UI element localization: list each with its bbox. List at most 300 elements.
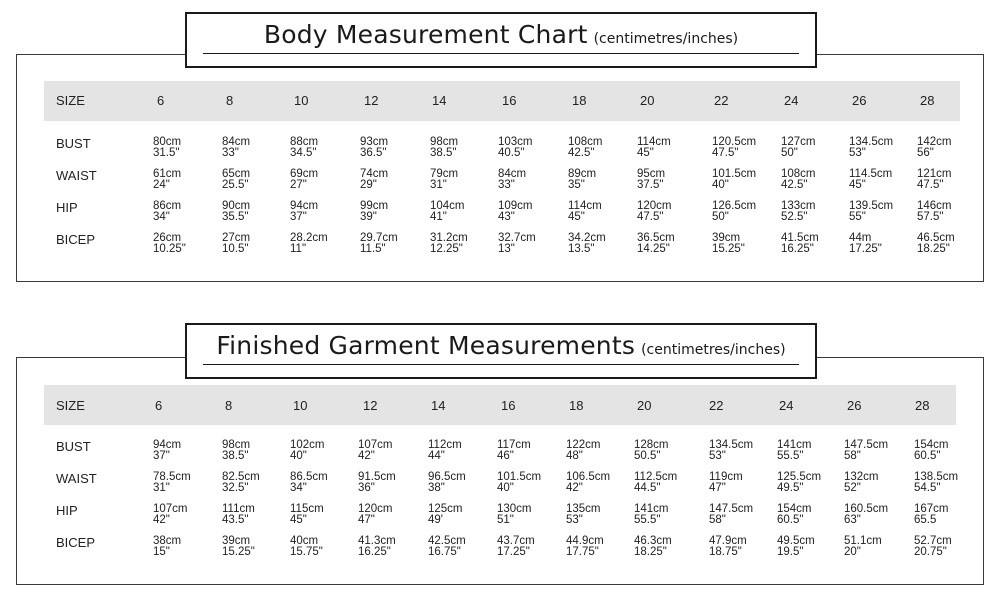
- body-measurement-cell: [568, 137, 603, 159]
- inch-value: 15": [153, 546, 170, 558]
- garment-measurement-cell: [777, 440, 812, 462]
- inch-value: 50": [781, 147, 798, 159]
- inch-value: 31.5": [153, 147, 180, 159]
- inch-value: 58": [844, 450, 861, 462]
- cm-value: 134.5cm: [849, 136, 894, 148]
- body-row-label-bust: BUST: [56, 136, 91, 151]
- garment-row-label-bicep: BICEP: [56, 535, 96, 550]
- body-measurement-cell: [498, 201, 533, 223]
- inch-value: 56": [917, 147, 934, 159]
- body-measurement-cell: [781, 137, 816, 159]
- inch-value: 14.25": [637, 243, 670, 255]
- inch-value: 34.5": [290, 147, 317, 159]
- inch-value: 18.25": [917, 243, 950, 255]
- inch-value: 25.5": [222, 179, 249, 191]
- garment-measurement-cell: [358, 440, 393, 462]
- body-measurement-cell: [360, 201, 388, 223]
- cm-value: 108cm: [568, 136, 603, 148]
- garment-chart-title-box: [185, 323, 817, 379]
- inch-value: 60.5": [777, 514, 804, 526]
- inch-value: 63": [844, 514, 861, 526]
- body-measurement-cell: [637, 137, 671, 159]
- cm-value: 84cm: [222, 136, 251, 148]
- inch-value: 16.25": [358, 546, 391, 558]
- body-measurement-cell: [360, 137, 388, 159]
- cm-value: 61cm: [153, 168, 182, 180]
- inch-value: 34": [153, 211, 170, 223]
- body-measurement-cell: [568, 201, 602, 223]
- body-measurement-cell: [498, 169, 526, 191]
- garment-measurement-cell: [428, 536, 466, 558]
- cm-value: 65cm: [222, 168, 251, 180]
- cm-value: 98cm: [222, 439, 251, 451]
- garment-measurement-cell: [777, 504, 812, 526]
- cm-value: 106.5cm: [566, 471, 611, 483]
- garment-measurement-cell: [428, 472, 466, 494]
- garment-measurement-cell: [566, 472, 610, 494]
- inch-value: 47.5": [917, 179, 944, 191]
- body-size-header: 14: [432, 93, 447, 108]
- cm-value: 84cm: [498, 168, 527, 180]
- cm-value: 49.5cm: [777, 535, 815, 547]
- cm-value: 38cm: [153, 535, 182, 547]
- cm-value: 107cm: [153, 503, 188, 515]
- cm-value: 46.5cm: [917, 232, 955, 244]
- cm-value: 125cm: [428, 503, 463, 515]
- garment-measurement-cell: [844, 504, 888, 526]
- cm-value: 32.7cm: [498, 232, 536, 244]
- inch-value: 17.25": [849, 243, 882, 255]
- cm-value: 142cm: [917, 136, 952, 148]
- body-measurement-cell: [781, 201, 816, 223]
- body-size-header: 10: [294, 93, 309, 108]
- garment-measurement-cell: [914, 504, 949, 526]
- garment-measurement-cell: [358, 472, 396, 494]
- inch-value: 40": [712, 179, 729, 191]
- inch-value: 33": [222, 147, 239, 159]
- garment-size-header: 8: [225, 398, 233, 413]
- cm-value: 114.5cm: [849, 168, 893, 180]
- garment-measurement-cell: [566, 536, 604, 558]
- garment-measurement-cell: [222, 440, 250, 462]
- cm-value: 94cm: [153, 439, 182, 451]
- inch-value: 44": [428, 450, 445, 462]
- cm-value: 122cm: [566, 439, 601, 451]
- body-measurement-cell: [430, 137, 458, 159]
- garment-measurement-cell: [358, 536, 396, 558]
- cm-value: 111cm: [222, 503, 255, 515]
- inch-value: 40.5": [498, 147, 525, 159]
- inch-value: 33": [498, 179, 515, 191]
- garment-measurement-cell: [497, 504, 532, 526]
- inch-value: 12.25": [430, 243, 463, 255]
- body-measurement-cell: [917, 137, 952, 159]
- body-measurement-cell: [430, 169, 458, 191]
- inch-value: 46": [497, 450, 514, 462]
- cm-value: 90cm: [222, 200, 251, 212]
- inch-value: 36": [358, 482, 375, 494]
- cm-value: 78.5cm: [153, 471, 191, 483]
- body-size-header: 6: [157, 93, 165, 108]
- body-measurement-cell: [849, 233, 882, 255]
- cm-value: 109cm: [498, 200, 533, 212]
- body-measurement-cell: [849, 201, 893, 223]
- body-measurement-cell: [712, 201, 756, 223]
- inch-value: 51": [497, 514, 514, 526]
- cm-value: 103cm: [498, 136, 533, 148]
- cm-value: 141cm: [634, 503, 669, 515]
- body-measurement-cell: [568, 169, 596, 191]
- inch-value: 18.25": [634, 546, 667, 558]
- garment-size-header: 28: [915, 398, 930, 413]
- body-row-label-hip: HIP: [56, 200, 78, 215]
- body-measurement-cell: [222, 169, 250, 191]
- inch-value: 32.5": [222, 482, 249, 494]
- inch-value: 49': [428, 514, 443, 526]
- body-measurement-cell: [222, 233, 250, 255]
- garment-measurement-cell: [428, 440, 462, 462]
- inch-value: 36.5": [360, 147, 387, 159]
- garment-measurement-cell: [222, 536, 255, 558]
- garment-size-header: 10: [293, 398, 308, 413]
- cm-value: 88cm: [290, 136, 319, 148]
- body-measurement-cell: [153, 137, 181, 159]
- body-size-header: 22: [714, 93, 729, 108]
- body-size-header: 20: [640, 93, 655, 108]
- cm-value: 130cm: [497, 503, 532, 515]
- cm-value: 104cm: [430, 200, 465, 212]
- cm-value: 79cm: [430, 168, 459, 180]
- inch-value: 42.5": [568, 147, 595, 159]
- inch-value: 47.5": [637, 211, 664, 223]
- cm-value: 44.9cm: [566, 535, 604, 547]
- inch-value: 42": [566, 482, 583, 494]
- cm-value: 89cm: [568, 168, 597, 180]
- cm-value: 93cm: [360, 136, 389, 148]
- inch-value: 31": [153, 482, 170, 494]
- cm-value: 86.5cm: [290, 471, 328, 483]
- cm-value: 147.5cm: [844, 439, 889, 451]
- garment-row-label-waist: WAIST: [56, 471, 97, 486]
- inch-value: 45": [637, 147, 654, 159]
- garment-measurement-cell: [709, 472, 743, 494]
- inch-value: 49.5": [777, 482, 804, 494]
- body-measurement-cell: [917, 169, 952, 191]
- cm-value: 39cm: [712, 232, 741, 244]
- cm-value: 138.5cm: [914, 471, 959, 483]
- garment-measurement-cell: [222, 472, 260, 494]
- inch-value: 31": [430, 179, 447, 191]
- inch-value: 52": [844, 482, 861, 494]
- cm-value: 160.5cm: [844, 503, 889, 515]
- body-measurement-cell: [498, 137, 533, 159]
- body-measurement-cell: [153, 169, 181, 191]
- cm-value: 114cm: [637, 136, 671, 148]
- garment-measurement-cell: [290, 504, 324, 526]
- cm-value: 119cm: [709, 471, 743, 483]
- cm-value: 41.5cm: [781, 232, 819, 244]
- cm-value: 95cm: [637, 168, 666, 180]
- inch-value: 60.5": [914, 450, 941, 462]
- garment-measurement-cell: [358, 504, 393, 526]
- inch-value: 39": [360, 211, 377, 223]
- body-size-header: 26: [852, 93, 867, 108]
- cm-value: 132cm: [844, 471, 879, 483]
- cm-value: 167cm: [914, 503, 949, 515]
- garment-measurement-cell: [777, 536, 815, 558]
- garment-size-header: 20: [637, 398, 652, 413]
- inch-value: 24": [153, 179, 170, 191]
- body-measurement-cell: [153, 233, 186, 255]
- cm-value: 135cm: [566, 503, 601, 515]
- garment-measurement-cell: [777, 472, 821, 494]
- cm-value: 98cm: [430, 136, 459, 148]
- inch-value: 38": [428, 482, 445, 494]
- inch-value: 29": [360, 179, 377, 191]
- body-chart-units: (centimetres/inches): [593, 31, 739, 47]
- body-size-label: SIZE: [56, 93, 85, 108]
- cm-value: 91.5cm: [358, 471, 396, 483]
- inch-value: 10.5": [222, 243, 249, 255]
- body-measurement-cell: [222, 137, 250, 159]
- cm-value: 29.7cm: [360, 232, 398, 244]
- inch-value: 17.75": [566, 546, 599, 558]
- inch-value: 13": [498, 243, 515, 255]
- inch-value: 43.5": [222, 514, 249, 526]
- inch-value: 35": [568, 179, 585, 191]
- cm-value: 101.5cm: [497, 471, 542, 483]
- cm-value: 120cm: [358, 503, 393, 515]
- cm-value: 46.3cm: [634, 535, 672, 547]
- inch-value: 43": [498, 211, 515, 223]
- inch-value: 55": [849, 211, 866, 223]
- body-measurement-cell: [849, 137, 893, 159]
- body-row-label-waist: WAIST: [56, 168, 97, 183]
- cm-value: 101.5cm: [712, 168, 757, 180]
- inch-value: 16.75": [428, 546, 461, 558]
- inch-value: 48": [566, 450, 583, 462]
- cm-value: 125.5cm: [777, 471, 822, 483]
- inch-value: 15.75": [290, 546, 323, 558]
- body-chart-title: Body Measurement Chart: [263, 20, 588, 49]
- body-measurement-cell: [917, 201, 952, 223]
- cm-value: 107cm: [358, 439, 393, 451]
- garment-measurement-cell: [634, 504, 669, 526]
- garment-measurement-cell: [844, 536, 882, 558]
- inch-value: 16.25": [781, 243, 814, 255]
- garment-measurement-cell: [290, 536, 323, 558]
- body-measurement-cell: [290, 201, 318, 223]
- inch-value: 47": [358, 514, 375, 526]
- cm-value: 94cm: [290, 200, 319, 212]
- cm-value: 120.5cm: [712, 136, 757, 148]
- cm-value: 42.5cm: [428, 535, 466, 547]
- garment-measurement-cell: [290, 472, 328, 494]
- body-measurement-cell: [360, 169, 388, 191]
- inch-value: 13.5": [568, 243, 595, 255]
- body-measurement-cell: [849, 169, 892, 191]
- inch-value: 50": [712, 211, 729, 223]
- inch-value: 45": [290, 514, 307, 526]
- inch-value: 65.5: [914, 514, 937, 526]
- garment-measurement-cell: [497, 536, 535, 558]
- body-size-header: 18: [572, 93, 587, 108]
- inch-value: 18.75": [709, 546, 742, 558]
- cm-value: 154cm: [914, 439, 949, 451]
- inch-value: 19.5": [777, 546, 804, 558]
- cm-value: 36.5cm: [637, 232, 675, 244]
- cm-value: 43.7cm: [497, 535, 535, 547]
- cm-value: 126.5cm: [712, 200, 757, 212]
- body-measurement-cell: [781, 169, 816, 191]
- inch-value: 45": [849, 179, 866, 191]
- body-measurement-cell: [222, 201, 250, 223]
- inch-value: 44.5": [634, 482, 661, 494]
- garment-size-header: 18: [569, 398, 584, 413]
- cm-value: 52.7cm: [914, 535, 952, 547]
- body-measurement-cell: [637, 201, 672, 223]
- body-size-header: 28: [920, 93, 935, 108]
- inch-value: 41": [430, 211, 447, 223]
- body-measurement-cell: [360, 233, 398, 255]
- garment-measurement-cell: [709, 536, 747, 558]
- cm-value: 112cm: [428, 439, 462, 451]
- inch-value: 53": [849, 147, 866, 159]
- cm-value: 51.1cm: [844, 535, 882, 547]
- garment-chart-title: Finished Garment Measurements: [216, 331, 636, 360]
- inch-value: 55.5": [634, 514, 661, 526]
- inch-value: 50.5": [634, 450, 661, 462]
- garment-measurement-cell: [566, 440, 601, 462]
- inch-value: 20.75": [914, 546, 947, 558]
- cm-value: 74cm: [360, 168, 389, 180]
- inch-value: 20": [844, 546, 861, 558]
- inch-value: 47": [709, 482, 726, 494]
- body-measurement-cell: [498, 233, 536, 255]
- garment-size-header: 22: [709, 398, 724, 413]
- garment-row-label-hip: HIP: [56, 503, 78, 518]
- inch-value: 40": [290, 450, 307, 462]
- cm-value: 139.5cm: [849, 200, 894, 212]
- inch-value: 42.5": [781, 179, 808, 191]
- garment-measurement-cell: [634, 440, 669, 462]
- cm-value: 114cm: [568, 200, 602, 212]
- body-measurement-cell: [153, 201, 181, 223]
- garment-measurement-cell: [153, 504, 188, 526]
- cm-value: 128cm: [634, 439, 669, 451]
- cm-value: 28.2cm: [290, 232, 328, 244]
- body-measurement-cell: [568, 233, 606, 255]
- inch-value: 55.5": [777, 450, 804, 462]
- cm-value: 27cm: [222, 232, 251, 244]
- garment-measurement-cell: [153, 536, 181, 558]
- cm-value: 120cm: [637, 200, 672, 212]
- garment-measurement-cell: [914, 472, 958, 494]
- garment-measurement-cell: [844, 472, 879, 494]
- cm-value: 34.2cm: [568, 232, 606, 244]
- body-measurement-cell: [290, 137, 318, 159]
- cm-value: 115cm: [290, 503, 324, 515]
- inch-value: 42": [153, 514, 170, 526]
- inch-value: 27": [290, 179, 307, 191]
- inch-value: 34": [290, 482, 307, 494]
- body-size-header: 12: [364, 93, 379, 108]
- body-size-header: 24: [784, 93, 799, 108]
- garment-measurement-cell: [709, 440, 753, 462]
- cm-value: 108cm: [781, 168, 816, 180]
- inch-value: 47.5": [712, 147, 739, 159]
- inch-value: 37": [290, 211, 307, 223]
- inch-value: 54.5": [914, 482, 941, 494]
- inch-value: 40": [497, 482, 514, 494]
- inch-value: 58": [709, 514, 726, 526]
- cm-value: 154cm: [777, 503, 812, 515]
- cm-value: 127cm: [781, 136, 816, 148]
- garment-size-header: 26: [847, 398, 862, 413]
- cm-value: 96.5cm: [428, 471, 466, 483]
- body-measurement-cell: [430, 201, 465, 223]
- cm-value: 40cm: [290, 535, 319, 547]
- garment-measurement-cell: [634, 472, 677, 494]
- body-measurement-cell: [781, 233, 819, 255]
- title-underline: [203, 53, 799, 55]
- garment-measurement-cell: [844, 440, 888, 462]
- body-measurement-cell: [430, 233, 468, 255]
- garment-measurement-cell: [290, 440, 325, 462]
- cm-value: 117cm: [497, 439, 531, 451]
- garment-row-label-bust: BUST: [56, 439, 91, 454]
- garment-measurement-cell: [153, 440, 181, 462]
- inch-value: 38.5": [222, 450, 249, 462]
- inch-value: 37.5": [637, 179, 664, 191]
- garment-measurement-cell: [914, 536, 952, 558]
- inch-value: 10.25": [153, 243, 186, 255]
- garment-size-header: 14: [431, 398, 446, 413]
- cm-value: 121cm: [917, 168, 952, 180]
- cm-value: 147.5cm: [709, 503, 754, 515]
- garment-measurement-cell: [497, 440, 531, 462]
- garment-size-header: 16: [501, 398, 516, 413]
- body-measurement-cell: [637, 169, 665, 191]
- garment-chart-header-band: [44, 385, 956, 425]
- garment-size-header: 12: [363, 398, 378, 413]
- title-underline: [203, 364, 799, 366]
- cm-value: 134.5cm: [709, 439, 754, 451]
- inch-value: 15.25": [222, 546, 255, 558]
- inch-value: 53": [566, 514, 583, 526]
- garment-size-header: 6: [155, 398, 163, 413]
- body-row-label-bicep: BICEP: [56, 232, 96, 247]
- inch-value: 53": [709, 450, 726, 462]
- inch-value: 17.25": [497, 546, 530, 558]
- cm-value: 41.3cm: [358, 535, 396, 547]
- body-measurement-cell: [917, 233, 955, 255]
- garment-measurement-cell: [914, 440, 949, 462]
- inch-value: 35.5": [222, 211, 249, 223]
- body-measurement-cell: [712, 137, 756, 159]
- cm-value: 39cm: [222, 535, 251, 547]
- cm-value: 99cm: [360, 200, 389, 212]
- body-size-header: 8: [226, 93, 234, 108]
- inch-value: 11": [290, 243, 307, 255]
- body-size-header: 16: [502, 93, 517, 108]
- garment-measurement-cell: [709, 504, 753, 526]
- garment-chart-units: (centimetres/inches): [641, 342, 786, 358]
- body-measurement-cell: [290, 233, 328, 255]
- garment-measurement-cell: [566, 504, 601, 526]
- garment-size-label: SIZE: [56, 398, 85, 413]
- inch-value: 57.5": [917, 211, 944, 223]
